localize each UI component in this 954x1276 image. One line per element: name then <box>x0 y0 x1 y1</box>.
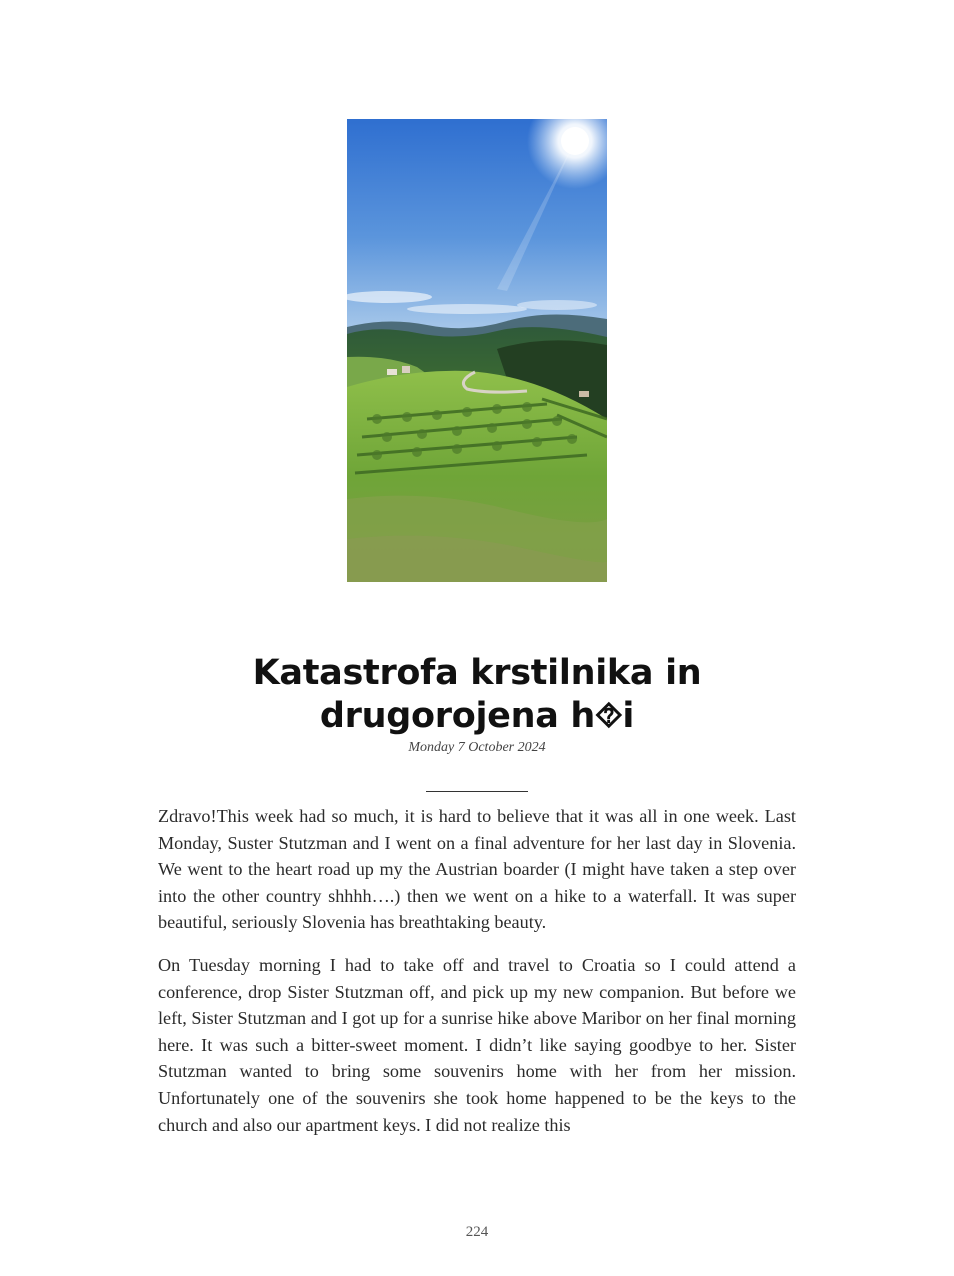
article-date: Monday 7 October 2024 <box>408 740 546 755</box>
title-divider <box>426 791 528 792</box>
article-title: Katastrofa krstilnika in drugorojena h⯑i <box>252 653 702 736</box>
article-photo <box>347 119 607 582</box>
page-number: 224 <box>465 1224 489 1240</box>
vineyard-photo-graphic <box>347 119 607 582</box>
paragraph-1: Zdravo!This week had so much, it is hard to believe that it was all in one week. Last Monday, Suster Stutzman and I went on a final adventure for her last day in Slovenia. We went to the heart road up my the Austrian boarder (I might have taken a step over into the other country shhhh….) then we went on a hike to a waterfall. It was super beautiful, seriously Slovenia has breathtaking beauty. <box>158 806 796 933</box>
article-body <box>158 803 796 1166</box>
paragraph-2: On Tuesday morning I had to take off and travel to Croatia so I could attend a conference, drop Sister Stutzman off, and pick up my new companion. But before we left, Sister Stutzman and I got up for a sunrise hike above Maribor on her final morning here. It was such a bitter-sweet moment. I didn’t like saying goodbye to her. Sister Stutzman wanted to bring some souvenirs home with her from her mission. Unfortunately one of the souvenirs she took home happened to be the keys to the church and also our apartment keys. I did not realize this <box>158 954 796 1135</box>
